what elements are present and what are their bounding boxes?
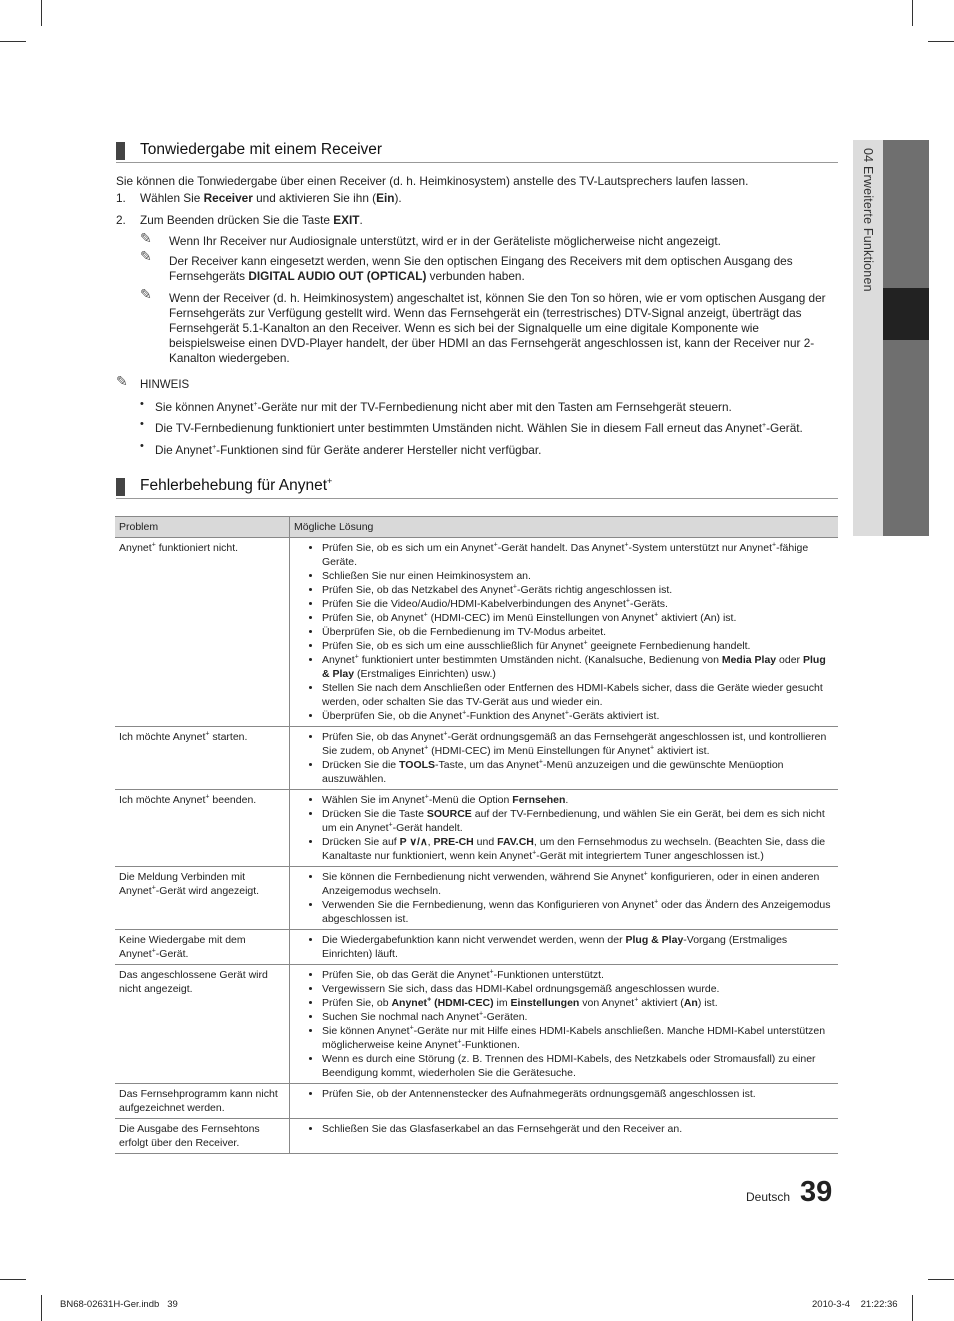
column-header-solution: Mögliche Lösung (290, 517, 839, 538)
table-row (115, 930, 838, 965)
troubleshooting-table (115, 516, 838, 1154)
page-number: 39 (800, 1176, 833, 1208)
table-row (115, 727, 838, 790)
solution-cell: • Prüfen Sie, ob das Anynet+-Gerät ordnungsgemäß an das Fernsehgerät angeschlossen ist, und kontrollieren Sie zudem, ob Anynet+ (HDMI-CEC) im Menü Einstellungen für Anynet+ aktiviert ist. • Drücken Sie die TOOLS-Taste, um das Anynet+-Menü anzuzeigen und die gewünschte Menüoption auszuwählen. (290, 727, 839, 790)
slug-right: 2010-3-4 21:22:36 (812, 1299, 898, 1310)
pencil-icon: ✎ (140, 248, 152, 264)
table-row (115, 965, 838, 1084)
section-title: Fehlerbehebung für Anynet+ (140, 475, 333, 494)
hinweis-item: Die TV-Fernbedienung funktioniert unter bestimmten Umständen nicht. Wählen Sie in diesem Fall erneut das Anynet+-Gerät. (155, 421, 803, 435)
solution-cell: • Die Wiedergabefunktion kann nicht verwendet werden, wenn der Plug & Play-Vorgang (Erstmaliges Einrichten) läuft. (290, 930, 839, 965)
table-row (115, 1119, 838, 1154)
crop-mark (928, 41, 954, 42)
problem-cell: Ich möchte Anynet+ beenden. (115, 790, 290, 867)
problem-cell: Keine Wiedergabe mit dem Anynet+-Gerät. (115, 930, 290, 965)
table-row (115, 1084, 838, 1119)
bullet: • (140, 418, 144, 430)
bullet: • (140, 398, 144, 410)
problem-cell: Anynet+ funktioniert nicht. (115, 538, 290, 727)
solution-cell: • Wählen Sie im Anynet+-Menü die Option Fernsehen. • Drücken Sie die Taste SOURCE auf der TV-Fernbedienung, und wählen Sie ein Gerät, bei dem es sich nicht um ein Anynet+-Gerät handelt. • Drücken Sie auf P ∨/∧, PRE-CH und FAV.CH, um den Fernsehmodus zu wechseln. (Beachten Sie, dass die Kanaltaste nur funktioniert, wenn kein Anynet+-Gerät mit integriertem Tuner angeschlossen ist.) (290, 790, 839, 867)
problem-cell: Das Fernsehprogramm kann nicht aufgezeichnet werden. (115, 1084, 290, 1119)
step-number: 2. (116, 213, 126, 227)
crop-mark (41, 1295, 42, 1321)
problem-cell: Die Ausgabe des Fernsehtons erfolgt über den Receiver. (115, 1119, 290, 1154)
chapter-label: 04 Erweiterte Funktionen (861, 148, 875, 292)
pencil-icon: ✎ (116, 373, 128, 389)
problem-cell: Das angeschlossene Gerät wird nicht angezeigt. (115, 965, 290, 1084)
step-number: 1. (116, 191, 126, 205)
crop-mark (912, 0, 913, 26)
slug-left: BN68-02631H-Ger.indb 39 (60, 1299, 178, 1310)
note-text: Wenn der Receiver (d. h. Heimkinosystem) angeschaltet ist, können Sie den Ton so hören, wie er vom optischen Ausgang der Fernsehgeräts zur Verfügung gestellt wird. Wenn das Fernsehgerät ein (terrestrisches) DTV-Signal anzeigt, überträgt das Fernsehgerät 5.1-Kanalton an den Receiver. Wenn es sich bei der Signalquelle um eine digitale Komponente wie beispielsweise einen DVD-Player handelt, der über HDMI an das Fernsehgerät angeschlossen ist, kann der Receiver nur 2-Kanalton wiedergeben. (169, 291, 826, 365)
hinweis-item: Sie können Anynet+-Geräte nur mit der TV-Fernbedienung nicht aber mit den Tasten am Fernsehgerät steuern. (155, 400, 732, 414)
chapter-side-tab (853, 140, 929, 536)
column-header-problem: Problem (115, 517, 290, 538)
problem-cell: Die Meldung Verbinden mit Anynet+-Gerät wird angezeigt. (115, 867, 290, 930)
problem-cell: Ich möchte Anynet+ starten. (115, 727, 290, 790)
crop-mark (41, 0, 42, 26)
bullet: • (140, 440, 144, 452)
footer-language: Deutsch (746, 1190, 791, 1204)
crop-mark (912, 1295, 913, 1321)
crop-mark (928, 1279, 954, 1280)
step-text: Wählen Sie Receiver und aktivieren Sie ihn (Ein). (140, 191, 402, 205)
pencil-icon: ✎ (140, 286, 152, 302)
note-text: Wenn Ihr Receiver nur Audiosignale unterstützt, wird er in der Geräteliste möglicherweise nicht angezeigt. (169, 234, 721, 248)
solution-cell: • Prüfen Sie, ob das Gerät die Anynet+-Funktionen unterstützt. • Vergewissern Sie sich, dass das HDMI-Kabel ordnungsgemäß angeschlossen wurde. • Prüfen Sie, ob Anynet+ (HDMI-CEC) im Einstellungen von Anynet+ aktiviert (An) ist. • Suchen Sie nochmal nach Anynet+-Geräten. • Sie können Anynet+-Geräte nur mit Hilfe eines HDMI-Kabels anschließen. Manche HDMI-Kabel unterstützen möglicherweise keine Anynet+-Funktionen. • Wenn es durch eine Störung (z. B. Trennen des HDMI-Kabels, des Netzkabels oder Stromausfall) zu einer Beendigung kommt, wiederholen Sie die Gerätesuche. (290, 965, 839, 1084)
solution-cell: • Prüfen Sie, ob es sich um ein Anynet+-Gerät handelt. Das Anynet+-System unterstützt nur Anynet+-fähige Geräte. • Schließen Sie nur einen Heimkinosystem an. • Prüfen Sie, ob das Netzkabel des Anynet+-Geräts richtig angeschlossen ist. • Prüfen Sie die Video/Audio/HDMI-Kabelverbindungen des Anynet+-Geräts. • Prüfen Sie, ob Anynet+ (HDMI-CEC) im Menü Einstellungen von Anynet+ aktiviert (An) ist. • Überprüfen Sie, ob die Fernbedienung im TV-Modus arbeitet. • Prüfen Sie, ob es sich um eine ausschließlich für Anynet+ geeignete Fernbedienung handelt. • Anynet+ funktioniert unter bestimmten Umständen nicht. (Kanalsuche, Bedienung von Media Play oder Plug & Play (Erstmaliges Einrichten) usw.) • Stellen Sie nach dem Anschließen oder Entfernen des HDMI-Kabels sicher, dass die Geräte wieder gesucht werden, oder schalten Sie das TV-Gerät aus und wieder ein. • Überprüfen Sie, ob die Anynet+-Funktion des Anynet+-Geräts aktiviert ist. (290, 538, 839, 727)
solution-cell: • Sie können die Fernbedienung nicht verwenden, während Sie Anynet+ konfigurieren, oder in einen anderen Anzeigemodus wechseln. • Verwenden Sie die Fernbedienung, wenn das Konfigurieren von Anynet+ oder das Ändern des Anzeigemodus abgeschlossen ist. (290, 867, 839, 930)
hinweis-label: HINWEIS (140, 379, 190, 391)
intro-paragraph: Sie können die Tonwiedergabe über einen Receiver (d. h. Heimkinosystem) anstelle des TV-Lautsprechers laufen lassen. (116, 174, 749, 188)
crop-mark (0, 41, 26, 42)
table-row (115, 790, 838, 867)
pencil-icon: ✎ (140, 230, 152, 246)
section-heading (116, 476, 838, 499)
crop-mark (0, 1279, 26, 1280)
table-row (115, 538, 838, 727)
solution-cell: • Schließen Sie das Glasfaserkabel an das Fernsehgerät und den Receiver an. (290, 1119, 839, 1154)
step-text: Zum Beenden drücken Sie die Taste EXIT. (140, 213, 363, 227)
section-heading (116, 140, 838, 163)
table-row (115, 867, 838, 930)
solution-cell: • Prüfen Sie, ob der Antennenstecker des Aufnahmegeräts ordnungsgemäß angeschlossen ist. (290, 1084, 839, 1119)
note-text: Der Receiver kann eingesetzt werden, wenn Sie den optischen Eingang des Receivers mit dem optischen Ausgang des Fernsehgeräts DIGITAL AUDIO OUT (OPTICAL) verbunden haben. (169, 254, 793, 283)
section-title: Tonwiedergabe mit einem Receiver (140, 141, 383, 158)
hinweis-item: Die Anynet+-Funktionen sind für Geräte anderer Hersteller nicht verfügbar. (155, 443, 542, 457)
